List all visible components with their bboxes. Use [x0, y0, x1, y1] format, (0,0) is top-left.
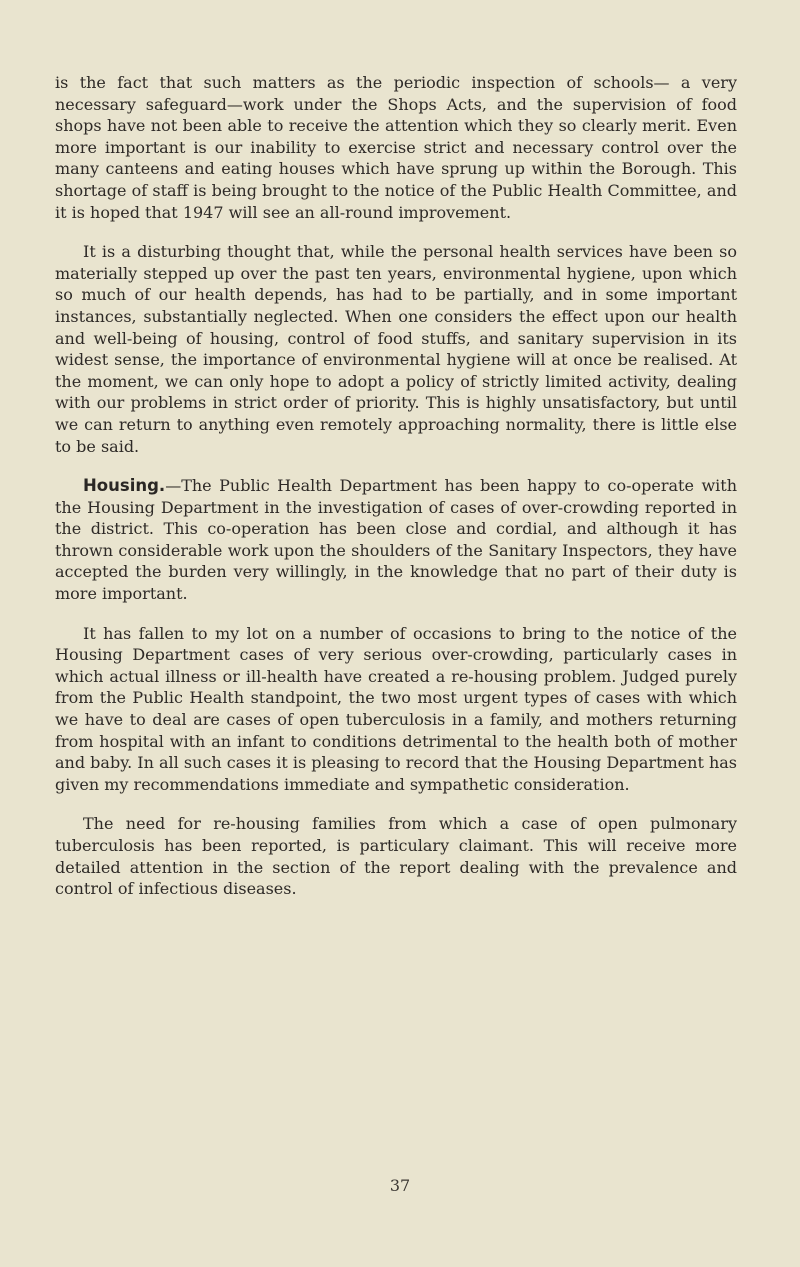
paragraph-staff-shortage: is the fact that such matters as the periodic inspection of schools— a very necessary safeguard—work under the Shops Acts, and the supervision of food shops have not been able to receive the attention which they so clearly merit. Even more important is our inability to exercise strict and necessary control over the many canteens and eating houses which have sprung up within the Borough. This shortage of staff is being brought to the notice of the Public Health Committee, and it is hoped that 1947 will see an all-round improvement.	[55, 73, 737, 222]
paragraph-housing-text: —The Public Health Department has been happy to co-operate with the Housing Department in the investigation of cases of over-crowding reported in the district. This co-operation has been close and cordial, and although it has thrown considerable work upon the shoulders of the Sanitary Inspectors, they have accepted the burden very willingly, in the knowledge that no part of their duty is more important.	[55, 476, 737, 604]
paragraph-environmental-hygiene: It is a disturbing thought that, while the personal health services have been so materially stepped up over the past ten years, environmental hygiene, upon which so much of our health depends, has had to be partially, and in some important instances, substantially neglected. When one considers the effect upon our health and well-being of housing, control of food stuffs, and sanitary supervision in its widest sense, the importance of environmental hygiene will at once be realised. At the moment, we can only hope to adopt a policy of strictly limited activity, dealing with our problems in strict order of priority. This is highly unsatisfactory, but until we can return to anything even remotely approaching normality, there is little else to be said.	[55, 242, 737, 456]
paragraph-tuberculosis-rehousing: The need for re-housing families from which a case of open pulmonary tuberculosis has been reported, is particulary claimant. This will receive more detailed attention in the section of the report dealing with the prevalence and control of infectious diseases.	[55, 814, 737, 899]
page-number: 37	[389, 1176, 411, 1195]
page-body	[55, 72, 737, 918]
paragraph-overcrowding-cases: It has fallen to my lot on a number of occasions to bring to the notice of the Housing Department cases of very serious over-crowding, particularly cases in which actual illness or ill-health have created a re-housing problem. Judged purely from the Public Health standpoint, the two most urgent types of cases with which we have to deal are cases of open tuberculosis in a family, and mothers returning from hospital with an infant to conditions detrimental to the health both of mother and baby. In all such cases it is pleasing to record that the Housing Department has given my recommendations immediate and sympathetic consideration.	[55, 623, 738, 794]
section-heading-housing: Housing.	[83, 476, 166, 496]
paragraph-housing	[55, 475, 737, 605]
